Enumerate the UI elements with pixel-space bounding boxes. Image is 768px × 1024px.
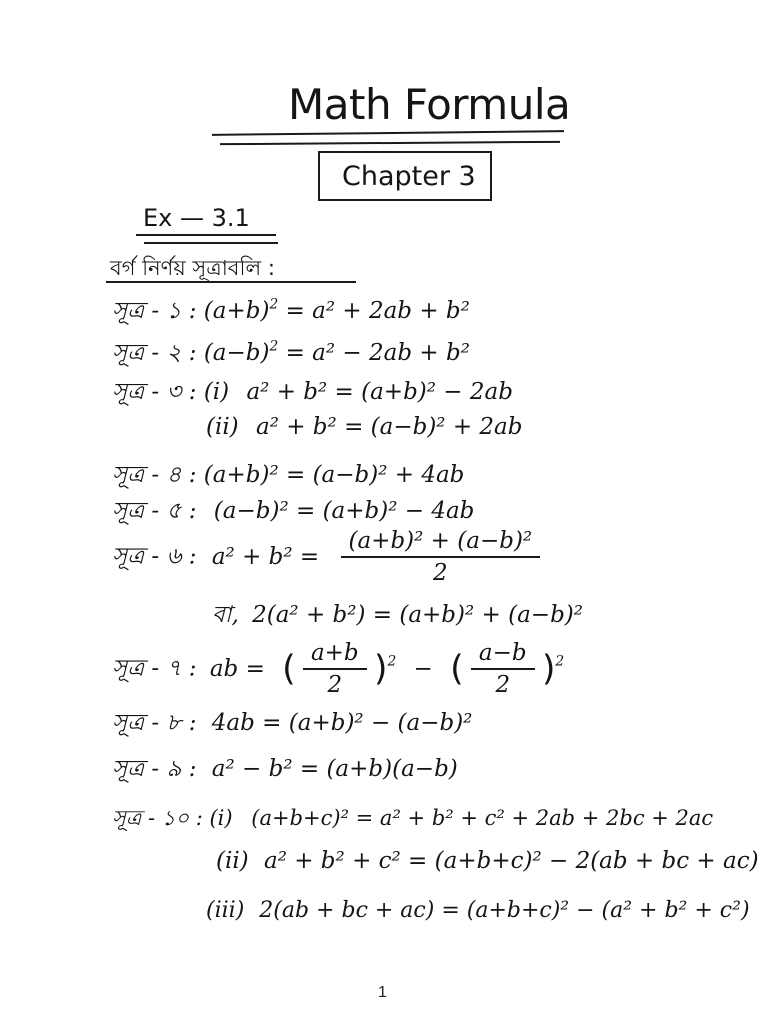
fraction: [307, 640, 363, 698]
formula-subpart: (ii): [216, 848, 249, 874]
exercise-underline-2: [144, 242, 278, 244]
formula-label: সূত্র - ১০ :: [112, 806, 203, 830]
formula-row: [112, 492, 474, 531]
formula-body: a² + b² + c² = (a+b+c)² − 2(ab + bc + ac): [263, 848, 759, 874]
formula-body: a² + b² = (a−b)² + 2ab: [255, 414, 523, 440]
formula-subpart: (iii): [206, 898, 245, 923]
formula-body: 2(ab + bc + ac) = (a+b+c)² − (a² + b² + c²): [259, 898, 750, 923]
formula-prefix: বা,: [212, 602, 239, 628]
formula-lhs: a² + b² =: [211, 544, 320, 570]
formula-subpart: (ii): [206, 414, 239, 440]
exercise-underline-1: [136, 234, 276, 236]
exponent: 2: [555, 653, 565, 670]
formula-row: [212, 596, 583, 635]
formula-lhs: (a+b): [203, 298, 270, 324]
formula-row: [112, 373, 513, 412]
formula-row: [112, 802, 713, 837]
formula-label: সূত্র - ৯ :: [112, 756, 197, 782]
exponent: 2: [387, 653, 397, 670]
open-paren: (: [282, 649, 296, 689]
title-underline-1: [212, 130, 564, 136]
fraction-denominator: 2: [303, 668, 367, 698]
page-title: Math Formula: [288, 80, 571, 129]
fraction-numerator: (a+b)² + (a−b)²: [348, 528, 533, 554]
formula-body: 4ab = (a+b)² − (a−b)²: [211, 710, 473, 736]
formula-row: [112, 456, 464, 495]
close-paren: ): [373, 649, 388, 689]
formula-row: [112, 640, 564, 698]
open-paren: (: [450, 649, 464, 689]
formula-lhs: (a−b): [203, 340, 270, 366]
formula-row: [216, 848, 759, 874]
formula-label: সূত্র - ৬ :: [112, 543, 197, 570]
section-heading: বর্গ নির্ণয় সূত্রাবলি :: [110, 256, 275, 280]
fraction-denominator: 2: [471, 668, 535, 698]
formula-body: (a−b)² = (a+b)² − 4ab: [213, 498, 475, 524]
formula-row: [112, 528, 540, 586]
exercise-heading: Ex — 3.1: [143, 204, 250, 232]
formula-label: সূত্র - ১ :: [112, 298, 197, 324]
formula-label: সূত্র - ৩ :: [112, 379, 197, 405]
formula-rhs: = a² − 2ab + b²: [285, 340, 470, 366]
formula-body: (a+b+c)² = a² + b² + c² + 2ab + 2bc + 2ac: [251, 806, 714, 830]
formula-subpart: (i): [203, 379, 230, 405]
formula-body: a² + b² = (a+b)² − 2ab: [246, 379, 513, 405]
close-paren: ): [541, 649, 556, 689]
formula-row: সূত্র - ২ : $(a-b)^2 = a^2 - 2ab + b^2$: [112, 338, 470, 366]
formula-label: সূত্র - ৭ :: [112, 655, 197, 682]
formula-body: (a+b)² = (a−b)² + 4ab: [203, 462, 465, 488]
minus-sign: −: [413, 656, 433, 682]
formula-rhs: = a² + 2ab + b²: [285, 298, 470, 324]
fraction-denominator: 2: [341, 556, 541, 586]
formula-row: [112, 750, 458, 789]
title-underline-2: [220, 141, 560, 145]
formula-label: সূত্র - ৪ :: [112, 462, 197, 488]
fraction-numerator: a−b: [478, 640, 527, 666]
formula-subpart: (i): [209, 806, 233, 830]
formula-row: [206, 898, 750, 923]
chapter-box: [318, 151, 492, 201]
fraction: [345, 528, 537, 586]
formula-body: 2(a² + b²) = (a+b)² + (a−b)²: [252, 602, 583, 628]
fraction: [475, 640, 531, 698]
page-number: 1: [378, 984, 387, 1001]
formula-row: [206, 414, 522, 440]
formula-label: সূত্র - ২ :: [112, 340, 197, 366]
formula-row: [112, 704, 472, 743]
fraction-numerator: a+b: [310, 640, 359, 666]
formula-body: a² − b² = (a+b)(a−b): [211, 756, 458, 782]
formula-label: সূত্র - ৫ :: [112, 498, 197, 524]
section-underline: [106, 281, 356, 283]
formula-label: সূত্র - ৮ :: [112, 710, 197, 736]
formula-lhs: ab =: [209, 656, 265, 682]
formula-row: সূত্র - ১ : $(a+b)^2 = a^2 + 2ab + b^2$: [112, 296, 470, 324]
chapter-label: Chapter 3: [342, 161, 476, 192]
